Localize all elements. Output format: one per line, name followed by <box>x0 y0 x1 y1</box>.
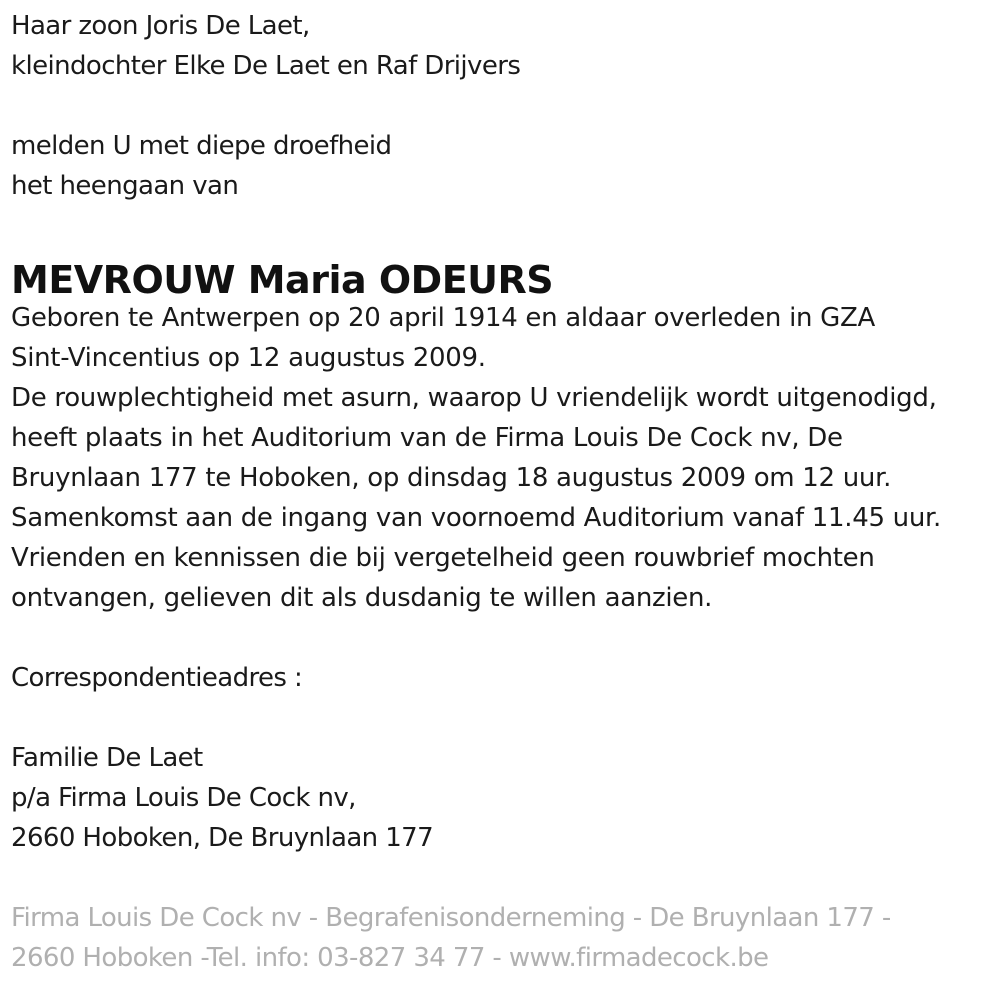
correspondence-label: Correspondentieadres : <box>11 663 303 693</box>
details-line: ontvangen, gelieven dit als dusdanig te willen aanzien. <box>11 583 713 613</box>
spacer <box>11 206 996 246</box>
deceased-name: MEVROUW Maria ODEURS <box>11 258 554 302</box>
correspondence-care-of: p/a Firma Louis De Cock nv, <box>11 783 356 813</box>
correspondence-address: 2660 Hoboken, De Bruynlaan 177 <box>11 823 434 853</box>
spacer <box>11 858 996 898</box>
spacer <box>11 698 996 738</box>
details-line: Samenkomst aan de ingang van voornoemd Auditorium vanaf 11.45 uur. <box>11 503 941 533</box>
details-line: Sint-Vincentius op 12 augustus 2009. <box>11 343 486 373</box>
intro-line-granddaughter: kleindochter Elke De Laet en Raf Drijvers <box>11 51 521 81</box>
details-line: De rouwplechtigheid met asurn, waarop U vriendelijk wordt uitgenodigd, <box>11 383 937 413</box>
details-line: Vrienden en kennissen die bij vergetelheid geen rouwbrief mochten <box>11 543 875 573</box>
footer-line-2: 2660 Hoboken -Tel. info: 03-827 34 77 - www.firmadecock.be <box>11 943 769 973</box>
footer-line-1: Firma Louis De Cock nv - Begrafenisonderneming - De Bruynlaan 177 - <box>11 903 891 933</box>
correspondence-name: Familie De Laet <box>11 743 203 773</box>
details-line: heeft plaats in het Auditorium van de Firma Louis De Cock nv, De <box>11 423 843 453</box>
details-line: Geboren te Antwerpen op 20 april 1914 en aldaar overleden in GZA <box>11 303 875 333</box>
spacer <box>11 618 996 658</box>
announcement-line-2: het heengaan van <box>11 171 239 201</box>
spacer <box>11 86 996 126</box>
obituary-notice <box>11 0 996 978</box>
announcement-line-1: melden U met diepe droefheid <box>11 131 392 161</box>
details-line: Bruynlaan 177 te Hoboken, op dinsdag 18 augustus 2009 om 12 uur. <box>11 463 892 493</box>
intro-line-son: Haar zoon Joris De Laet, <box>11 11 310 41</box>
